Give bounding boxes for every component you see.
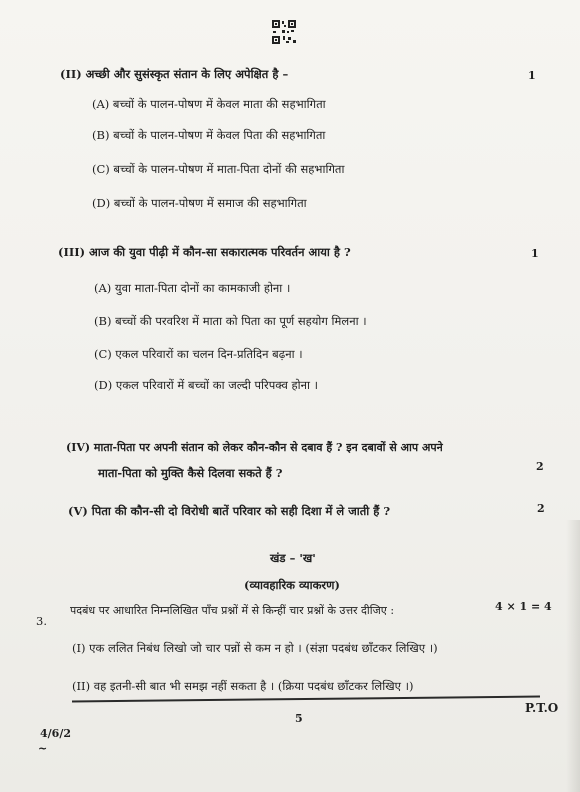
question-II: (II) अच्छी और सुसंस्कृत संतान के लिए अपेक्षित है – xyxy=(60,67,289,81)
tilde-mark: ~ xyxy=(38,742,48,755)
question-V: (V) पिता की कौन-सी दो विरोधी बातें परिवार को सही दिशा में ले जाती हैं ? xyxy=(68,504,391,518)
question-3-number: 3. xyxy=(36,614,47,628)
option-III-D: (D) एकल परिवारों में बच्चों का जल्दी परिपक्व होना । xyxy=(94,378,319,392)
footer-divider xyxy=(72,696,540,702)
qr-code-icon xyxy=(271,19,297,45)
question-3-item-II: (II) वह इतनी-सी बात भी समझ नहीं सकता है । (क्रिया पदबंध छाँटकर लिखिए ।) xyxy=(72,679,414,693)
section-title: खंड – 'ख' xyxy=(270,551,316,565)
question-III: (III) आज की युवा पीढ़ी में कौन-सा सकारात्मक परिवर्तन आया है ? xyxy=(58,245,351,259)
page-number: 5 xyxy=(295,712,303,725)
marks-II: 1 xyxy=(528,69,536,82)
question-3-item-I: (I) एक ललित निबंध लिखो जो चार पन्नों से कम न हो । (संज्ञा पदबंध छाँटकर लिखिए ।) xyxy=(72,641,438,655)
section-subtitle: (व्यावहारिक व्याकरण) xyxy=(244,578,340,592)
option-II-B: (B) बच्चों के पालन-पोषण में केवल पिता की सहभागिता xyxy=(92,128,326,142)
pto-label: P.T.O xyxy=(525,701,559,715)
paper-code: 4/6/2 xyxy=(40,727,71,740)
option-III-B: (B) बच्चों की परवरिश में माता को पिता का पूर्ण सहयोग मिलना । xyxy=(94,314,367,328)
marks-III: 1 xyxy=(531,247,539,260)
option-II-C: (C) बच्चों के पालन-पोषण में माता-पिता दोनों की सहभागिता xyxy=(92,162,345,176)
page-edge-shadow xyxy=(566,520,580,792)
marks-IV: 2 xyxy=(536,460,544,473)
question-3-marks: 4 × 1 = 4 xyxy=(495,600,552,613)
option-III-C: (C) एकल परिवारों का चलन दिन-प्रतिदिन बढ़ना । xyxy=(94,347,303,361)
option-II-D: (D) बच्चों के पालन-पोषण में समाज की सहभागिता xyxy=(92,196,307,210)
option-III-A: (A) युवा माता-पिता दोनों का कामकाजी होना । xyxy=(94,281,291,295)
question-IV-line2: माता-पिता को मुक्ति कैसे दिलवा सकते हैं ? xyxy=(98,466,283,480)
question-3-instruction: पदबंध पर आधारित निम्नलिखित पाँच प्रश्नों में से किन्हीं चार प्रश्नों के उत्तर दीजिए : xyxy=(70,604,395,617)
option-II-A: (A) बच्चों के पालन-पोषण में केवल माता की सहभागिता xyxy=(92,97,326,111)
question-IV-line1: (IV) माता-पिता पर अपनी संतान को लेकर कौन-कौन से दबाव हैं ? इन दबावों से आप अपने xyxy=(66,441,443,454)
marks-V: 2 xyxy=(537,502,545,515)
